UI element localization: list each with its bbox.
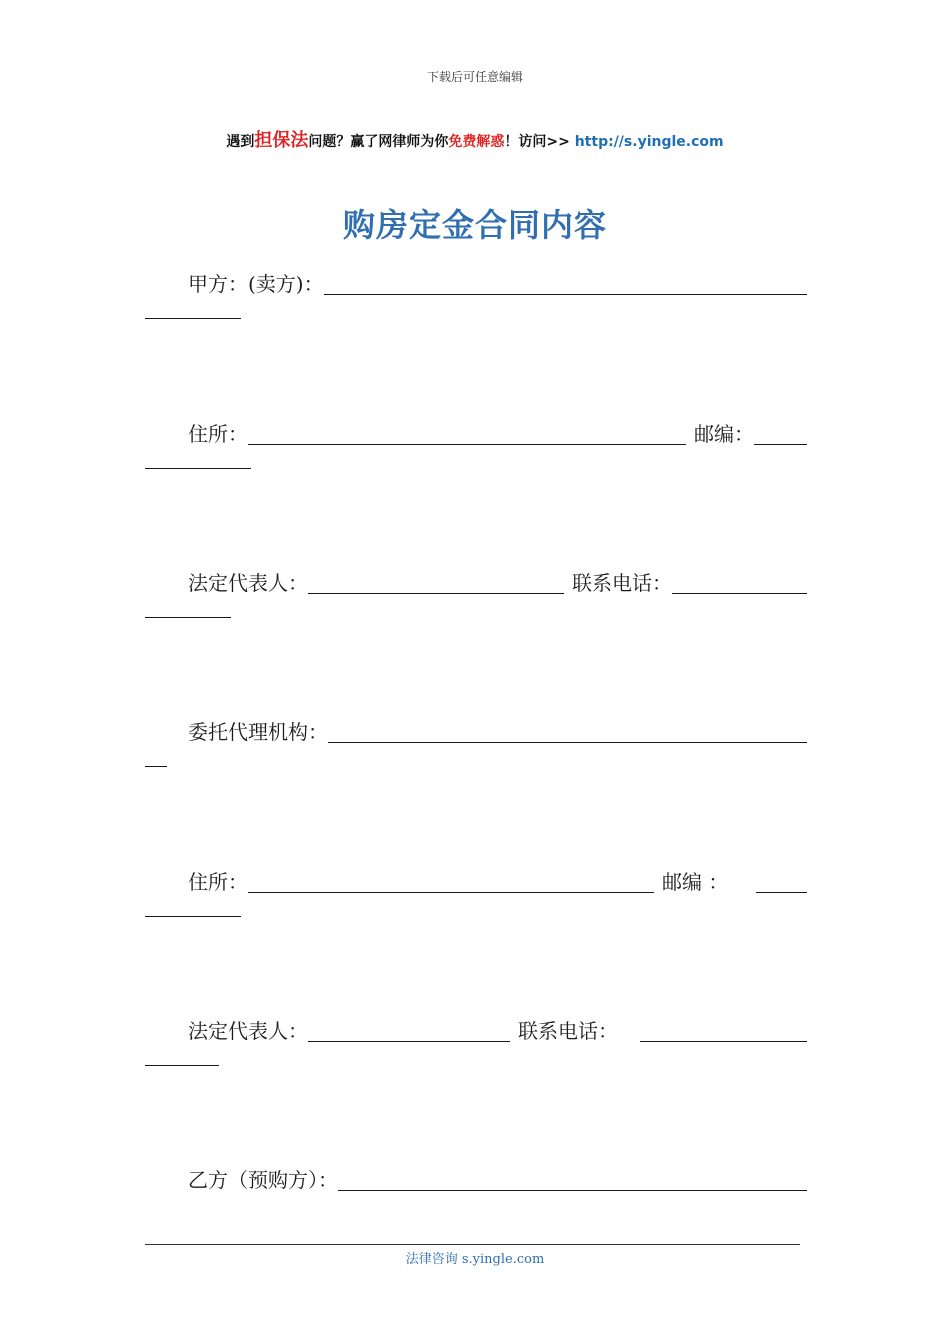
legal-rep-1-label: 法定代表人： — [188, 571, 308, 595]
address-1-blank[interactable] — [248, 422, 686, 445]
phone-2-label: 联系电话： — [518, 1019, 618, 1043]
promo-link[interactable]: http://s.yingle.com — [574, 134, 724, 150]
promo-highlight-guarantee-law: 担保法 — [254, 130, 309, 151]
promo-text-2: 问题？赢了网律师为你 — [308, 134, 449, 150]
phone-1-blank[interactable] — [672, 571, 807, 594]
phone-1-label: 联系电话： — [572, 571, 672, 595]
footer-text: 法律咨询 s.yingle.com — [405, 1252, 545, 1267]
footer-divider — [145, 1244, 800, 1245]
party-a-blank-continued — [145, 318, 241, 319]
promo-text-1: 遇到 — [226, 134, 255, 150]
agency-blank[interactable] — [328, 720, 807, 743]
party-b-blank[interactable] — [338, 1168, 807, 1191]
phone-1-blank-continued — [145, 617, 231, 618]
address-2-blank[interactable] — [248, 870, 654, 893]
postcode-1-label: 邮编： — [694, 422, 754, 446]
phone-2-blank-continued — [145, 1065, 219, 1066]
postcode-2-label: 邮编 ： — [662, 870, 729, 894]
agency-label: 委托代理机构： — [188, 720, 328, 744]
postcode-2-blank-continued — [145, 916, 241, 917]
party-a-blank[interactable] — [324, 272, 807, 295]
legal-rep-1-blank[interactable] — [308, 571, 564, 594]
postcode-2-blank[interactable] — [756, 870, 807, 893]
legal-rep-2-label: 法定代表人： — [188, 1019, 308, 1043]
promo-banner — [0, 126, 950, 152]
party-a-label: 甲方：(卖方)： — [188, 272, 324, 296]
party-b-label: 乙方（预购方）： — [188, 1168, 338, 1192]
legal-rep-2-blank[interactable] — [308, 1019, 510, 1042]
postcode-1-blank-continued — [145, 468, 251, 469]
header-note: 下载后可任意编辑 — [426, 70, 523, 84]
phone-2-blank[interactable] — [640, 1019, 807, 1042]
postcode-1-blank[interactable] — [754, 422, 807, 445]
promo-text-3: ！访问>> — [504, 134, 575, 150]
address-1-label: 住所： — [188, 422, 248, 446]
agency-blank-continued — [145, 766, 167, 767]
address-2-label: 住所： — [188, 870, 248, 894]
document-title: 购房定金合同内容 — [342, 206, 607, 244]
promo-highlight-free: 免费解惑 — [448, 134, 505, 150]
